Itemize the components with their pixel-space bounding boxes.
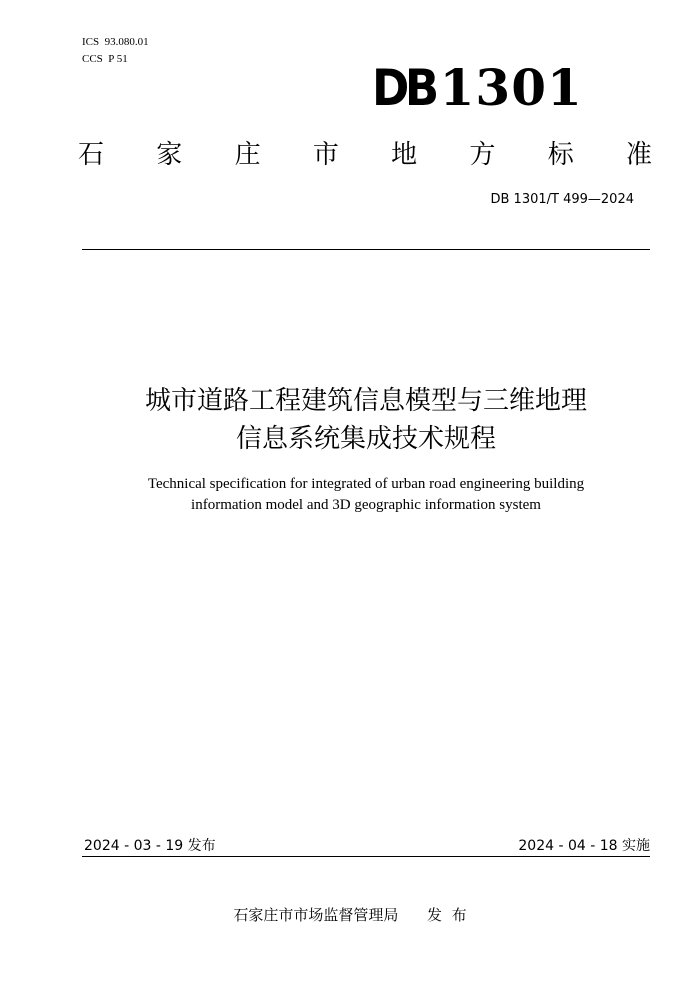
classification-codes (82, 34, 149, 68)
ics-code: ICS 93.080.01 (82, 36, 149, 48)
standard-type-char: 石 (78, 139, 105, 170)
standard-type-char: 标 (547, 139, 574, 170)
db-logo (372, 58, 622, 118)
standard-type-char: 准 (625, 139, 652, 170)
title-cn-line-2: 信息系统集成技术规程 (235, 424, 496, 454)
standard-type-char: 家 (156, 139, 183, 170)
top-divider (82, 249, 650, 250)
standard-number: DB 1301/T 499—2024 (490, 192, 634, 207)
db-logo-number: 1301 (439, 58, 583, 117)
title-cn-line-1: 城市道路工程建筑信息模型与三维地理 (144, 386, 587, 416)
title-en-line-2: information model and 3D geographic information system (191, 497, 541, 513)
issuing-authority: 石家庄市市场监督管理局 发 布 (233, 906, 467, 924)
db-logo-letters: DB (372, 59, 435, 117)
standard-type-char: 庄 (234, 139, 261, 170)
implementation-date: 2024 - 04 - 18 实施 (518, 838, 650, 854)
standard-type-heading (78, 134, 652, 170)
title-en-line-1: Technical specification for integrated of urban road engineering building (147, 476, 585, 492)
standard-type-char: 地 (391, 139, 418, 170)
standard-type-char: 市 (312, 139, 339, 170)
bottom-divider (82, 856, 650, 857)
issue-date: 2024 - 03 - 19 发布 (84, 838, 216, 854)
standard-type-char: 方 (469, 139, 496, 170)
ccs-code: CCS P 51 (82, 53, 128, 65)
